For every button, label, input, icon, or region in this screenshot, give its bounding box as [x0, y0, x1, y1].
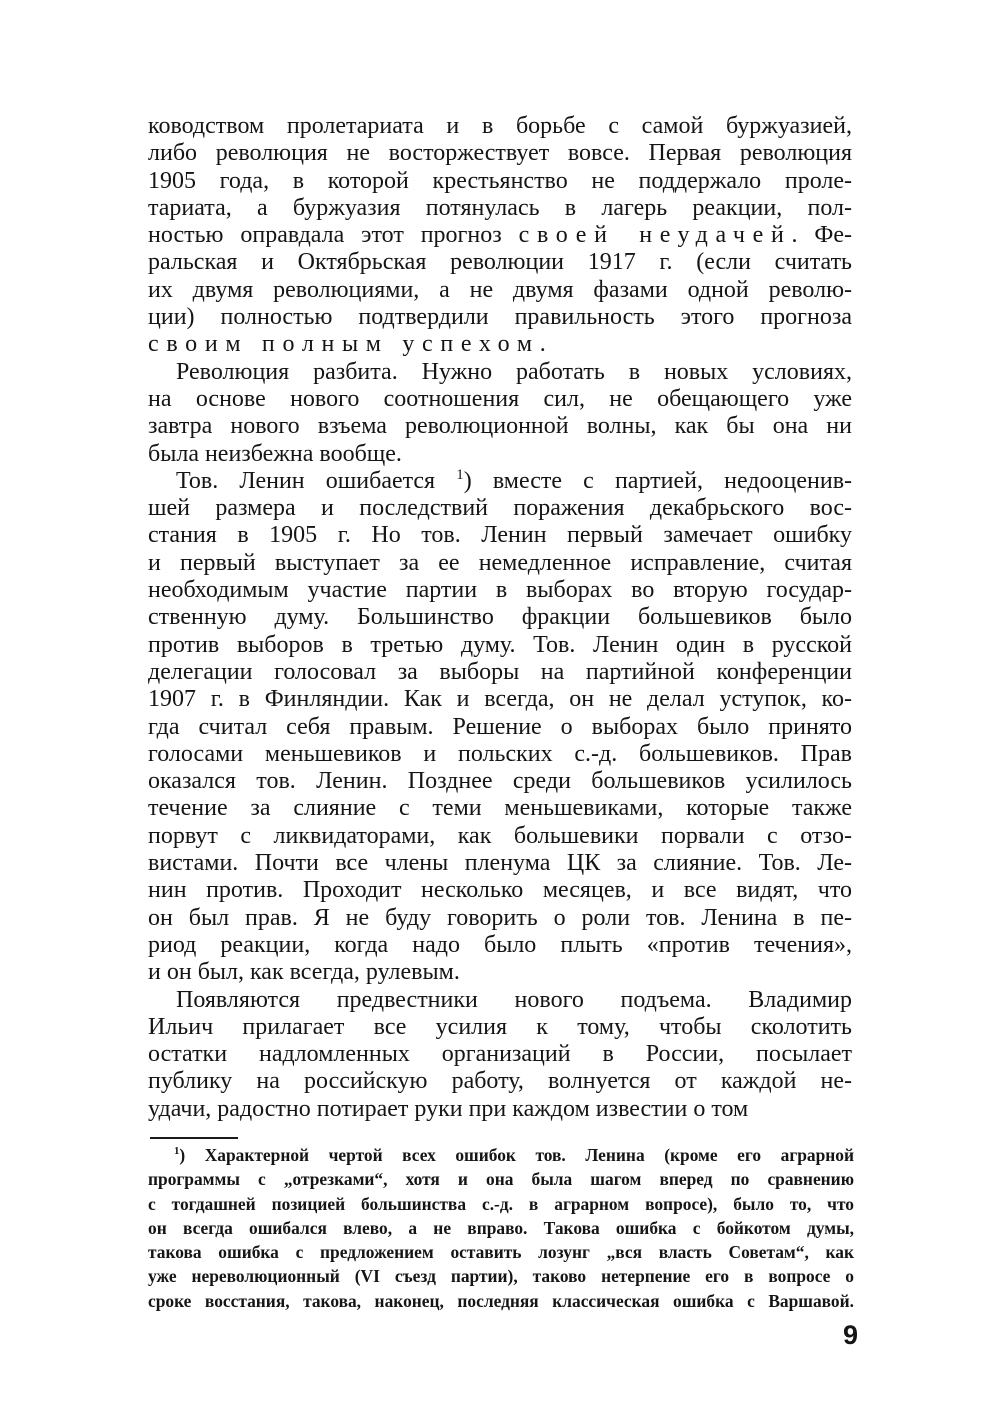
text-line — [148, 714, 852, 741]
paragraph — [148, 113, 852, 359]
text-line — [148, 222, 852, 249]
text-segment: оказался тов. Ленин. Позднее среди большевиков усилилось — [148, 768, 852, 795]
text-line — [148, 386, 852, 413]
text-segment: своей неудачей — [518, 222, 792, 249]
text-line — [148, 850, 852, 877]
main-text — [148, 113, 852, 1123]
text-segment: остатки надломленных организаций в России, посылает — [148, 1041, 852, 1068]
text-segment: 1907 г. в Финляндии. Как и всегда, он не делал уступок, ко- — [148, 686, 852, 713]
text-line — [148, 304, 852, 331]
text-segment: уже нереволюционный (VI съезд партии), таково нетерпение его в вопросе о — [148, 1266, 854, 1287]
footnote-marker: 1 — [174, 1145, 180, 1158]
text-line — [148, 741, 852, 768]
text-line — [148, 632, 852, 659]
text-line — [148, 932, 852, 959]
text-line — [148, 168, 852, 195]
text-segment: 1905 года, в которой крестьянство не поддержало проле- — [148, 167, 852, 194]
text-line — [148, 331, 852, 358]
text-segment: на основе нового соотношения сил, не обещающего уже — [148, 385, 852, 412]
paragraph — [148, 468, 852, 987]
text-line — [148, 1240, 854, 1264]
text-line — [148, 768, 852, 795]
text-line — [148, 1096, 852, 1123]
text-segment: и он был, как всегда, рулевым. — [148, 959, 460, 986]
text-line — [148, 987, 852, 1014]
text-line — [148, 877, 852, 904]
text-segment: Революция разбита. Нужно работать в новых условиях, — [176, 358, 852, 385]
text-line — [148, 1068, 852, 1095]
text-segment: ностью оправдала этот прогноз — [148, 222, 519, 249]
text-segment: завтра нового взъема революционной волны, как бы она ни — [148, 413, 852, 440]
text-line — [148, 495, 852, 522]
text-line — [148, 550, 852, 577]
text-line — [148, 413, 852, 440]
text-line — [148, 577, 852, 604]
text-line — [148, 468, 852, 495]
text-segment: сроке восстания, такова, наконец, последняя классическая ошибка с Варшавой. — [148, 1290, 854, 1311]
text-segment: и первый выступает за ее немедленное исправление, считая — [148, 549, 852, 576]
text-segment: необходимым участие партии в выборах во вторую государ- — [148, 577, 852, 604]
text-line — [148, 1143, 854, 1167]
text-segment: ководством пролетариата и в борьбе с самой буржуазией, — [148, 113, 852, 139]
text-line — [148, 441, 852, 468]
text-segment: ) Характерной чертой всех ошибок тов. Ленина (кроме его аграрной — [179, 1145, 854, 1165]
text-segment: своим полным успехом — [148, 331, 540, 358]
text-segment: ) вместе с партией, недооценив- — [463, 467, 853, 494]
text-line — [148, 522, 852, 549]
text-segment: такова ошибка с предложением оставить лозунг „вся власть Советам“, как — [148, 1242, 854, 1263]
text-line — [148, 659, 852, 686]
text-segment: тариата, а буржуазия потянулась в лагерь реакции, пол- — [148, 194, 852, 221]
text-line — [148, 1289, 854, 1313]
text-segment: Тов. Ленин ошибается — [176, 467, 457, 494]
text-line — [148, 249, 852, 276]
text-segment: порвут с ликвидаторами, как большевики порвали с отзо- — [148, 822, 852, 849]
text-segment: удачи, радостно потирает руки при каждом известии о том — [148, 1095, 749, 1122]
text-line — [148, 905, 852, 932]
text-segment: ральская и Октябрьская революции 1917 г. (если считать — [148, 249, 852, 276]
text-segment: шей размера и последствий поражения декабрьского вос- — [148, 495, 852, 522]
page-number: 9 — [842, 1320, 858, 1350]
paragraph — [148, 987, 852, 1123]
text-segment: он был прав. Я не буду говорить о роли тов. Ленина в пе- — [148, 904, 852, 931]
text-line — [148, 277, 852, 304]
text-line — [148, 1192, 854, 1216]
text-line — [148, 604, 852, 631]
text-segment: против выборов в третью думу. Тов. Ленин один в русской — [148, 631, 852, 658]
text-segment: программы с „отрезками“, хотя и она была шагом вперед по сравнению — [148, 1169, 854, 1190]
footnote-divider — [150, 1137, 238, 1139]
text-segment: течение за слияние с теми меньшевиками, которые также — [148, 795, 852, 822]
text-line — [148, 1041, 852, 1068]
text-segment: вистами. Почти все члены пленума ЦК за слияние. Тов. Ле- — [148, 850, 852, 877]
paragraph — [148, 359, 852, 468]
text-line — [148, 1014, 852, 1041]
text-segment: ственную думу. Большинство фракции большевиков было — [148, 604, 852, 631]
text-segment: гда считал себя правым. Решение о выборах было принято — [148, 713, 852, 740]
text-segment: публику на российскую работу, волнуется от каждой не- — [148, 1068, 852, 1095]
text-segment: либо революция не восторжествует вовсе. Первая революция — [148, 140, 852, 167]
text-line — [148, 359, 852, 386]
text-line — [148, 795, 852, 822]
footnote-marker: 1 — [456, 466, 464, 483]
text-segment: . — [539, 331, 546, 358]
text-segment: их двумя революциями, а не двумя фазами одной револю- — [148, 276, 852, 303]
text-line — [148, 1167, 854, 1191]
footnotes — [148, 1143, 854, 1313]
footnote — [148, 1143, 854, 1313]
text-line — [148, 959, 852, 986]
text-segment: делегации голосовал за выборы на партийной конференции — [148, 658, 852, 685]
text-line — [148, 140, 852, 167]
text-segment: с тогдашней позицией большинства с.-д. в аграрном вопросе), было то, что — [148, 1193, 854, 1214]
text-segment: ции) полностью подтвердили правильность этого прогноза — [148, 304, 852, 331]
text-segment: риод реакции, когда надо было плыть «против течения», — [148, 931, 852, 958]
text-line — [148, 1264, 854, 1288]
text-segment: он всегда ошибался влево, а не вправо. Такова ошибка с бойкотом думы, — [148, 1217, 854, 1238]
text-line — [148, 823, 852, 850]
text-segment: голосами меньшевиков и польских с.-д. большевиков. Прав — [148, 740, 852, 767]
text-segment: Появляются предвестники нового подъема. Владимир — [176, 986, 852, 1013]
text-line — [148, 113, 852, 140]
text-segment: была неизбежна вообще. — [148, 440, 402, 467]
text-segment: . Фе- — [791, 222, 852, 249]
text-segment: Ильич прилагает все усилия к тому, чтобы сколотить — [148, 1013, 852, 1040]
text-line — [148, 1216, 854, 1240]
text-segment: стания в 1905 г. Но тов. Ленин первый замечает ошибку — [148, 522, 852, 549]
text-line — [148, 686, 852, 713]
text-line — [148, 195, 852, 222]
text-segment: нин против. Проходит несколько месяцев, и все видят, что — [148, 877, 852, 904]
